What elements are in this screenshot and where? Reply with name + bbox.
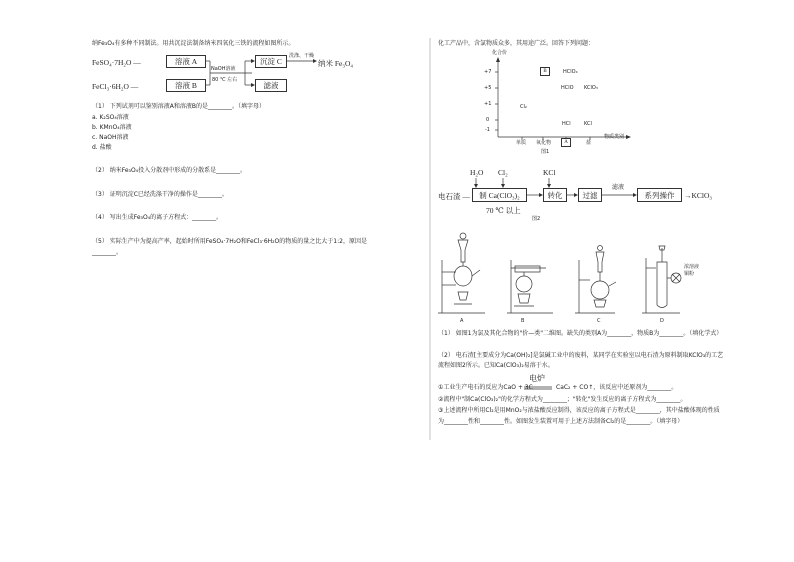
fig1-ylabel: 化合价 (492, 50, 508, 56)
fig1-xcat-salt: 盐 (586, 140, 592, 146)
flow2-box-make: 制 Ca(ClO₃)₂ (472, 188, 527, 202)
right-intro: 化工产品中，含氯物质众多，其用途广泛。回答下列问题： (438, 40, 595, 47)
fig1-ytick-0: 0 (486, 117, 490, 123)
reactant-2: FeCl₃·6H₂O — (92, 82, 139, 91)
right-item3a: ③上述流程中所用Cl₂是用MnO₂与浓盐酸反应制得，该反应的离子方程式是________，其中盐酸体现的性质 (438, 407, 720, 414)
flow2-box-filter: 过滤 (578, 188, 602, 202)
right-q2a: （2） 电石渣[主要成分为Ca(OH)₂]是氯碱工业中的废料，某同学在实验室以电石渣为原料制取KClO₃的工艺 (438, 352, 724, 359)
box-filtrate: 滤液 (255, 79, 287, 92)
fig1-label-kclo3: KClO₃ (584, 85, 598, 91)
fig1-ytick-minus1: -1 (485, 127, 490, 133)
condition-naoh: NaOH溶液 (211, 66, 236, 72)
left-intro: 纳Fe₃O₄有多种不同制法。用共沉淀法制备纳米四氧化三铁的流程如图所示。 (92, 40, 295, 47)
fig1-xcat-oxide: 氧化物 (536, 140, 552, 146)
right-q2b: 流程如图2所示。已知Ca(ClO₃)₂易溶于水。 (438, 362, 554, 369)
right-q1: （1） 如图1为氯及其化合物的"价—类"二维图。缺失的类别A为________，物质B为________。（填化学式） (438, 330, 723, 337)
fig1-xcat-a-box: A (561, 138, 571, 147)
right-item1-part2: CaC₂ + CO↑，该反应中还原剂为________。 (556, 384, 678, 391)
left-q2: （2） 纳米Fe₃O₄投入分散剂中形成的分散系是________。 (92, 167, 247, 174)
reactant-1: FeSO₄·7H₂O — (92, 58, 141, 67)
left-q5b: ________。 (92, 249, 123, 256)
apparatus-label-c: C (597, 318, 601, 324)
flow2-caption: 图2 (532, 216, 541, 222)
fig1-xlabel: 物质类别 (604, 134, 625, 140)
left-q3: （3） 证明沉淀C已经洗涤干净的操作是________。 (92, 191, 228, 198)
option-b: b. KMnO₄溶液 (92, 124, 132, 131)
flow2-h2o: H₂O (470, 168, 484, 177)
flow2-box-series: 系列操作 (637, 188, 682, 202)
left-q4: （4） 写出生成Fe₃O₄的离子方程式：________。 (92, 214, 223, 221)
apparatus-note-2: 铜粉 (684, 271, 695, 277)
flow2-box-convert: 转化 (543, 188, 567, 202)
left-q1: （1） 下列试剂可以鉴别溶液A和溶液B的是________。（填字母） (92, 103, 265, 110)
flow2-product: →KClO₃ (684, 191, 713, 200)
fig1-caption: 图1 (541, 149, 550, 155)
fig1-label-hclo4: HClO₄ (563, 69, 578, 75)
fig1-label-cl2: Cl₂ (520, 104, 527, 110)
apparatus-label-b: B (521, 318, 525, 324)
flow2-condition: 70 ℃ 以上 (486, 206, 521, 215)
left-q5a: （5） 实际生产中为提高产率，起始时所用FeSO₄·7H₂O和FeCl₃·6H₂O的物质的量之比大于1:2，原因是 (92, 238, 367, 245)
fig1-ytick-plus7: +7 (484, 69, 492, 75)
flow2-kcl: KCl (543, 168, 556, 177)
flow2-start: 电石渣 — (438, 192, 470, 201)
product-fe3o4: 纳米 Fe₃O₄ (318, 59, 354, 68)
right-item1-part1: ①工业生产电石的反应为CaO + 3C (438, 384, 533, 391)
box-precipitate-c: 沉淀 C (255, 55, 287, 68)
condition-temp: 80 ℃ 左右 (212, 77, 238, 83)
right-item2: ②流程中"制Ca(ClO₃)₂"的化学方程式为________；"转化"发生反应的离子方程式为________。 (438, 396, 687, 403)
fig1-ytick-plus5: +5 (484, 85, 492, 91)
box-solution-b: 溶液 B (166, 79, 206, 92)
box-solution-a: 溶液 A (166, 55, 206, 68)
apparatus-note-1: 浓溶液 (684, 264, 700, 270)
fig1-label-kcl: KCl (584, 121, 592, 127)
fig1-box-b: B (540, 67, 550, 76)
fig1-label-hcl: HCl (562, 121, 571, 127)
apparatus-label-a: A (460, 318, 464, 324)
option-c: c. NaOH溶液 (92, 134, 129, 141)
option-a: a. K₂SO₄溶液 (92, 114, 129, 121)
flow2-cl2: Cl₂ (498, 168, 508, 177)
fig1-ytick-plus1: +1 (484, 101, 492, 107)
flow2-filtrate-label: 滤液 (612, 184, 625, 191)
fig1-xcat-element: 单质 (516, 140, 527, 146)
apparatus-label-d: D (660, 318, 664, 324)
right-item3b: 为________性和________性。如图发生装置可用于上述方法制备Cl₂的是________。（填字母） (438, 418, 684, 425)
option-d: d. 盐酸 (92, 144, 112, 151)
fig1-label-hclo: HClO (561, 85, 574, 91)
wash-dry-label: 洗涤、干燥 (289, 53, 315, 59)
right-item1-condition: 电炉 (529, 374, 545, 383)
